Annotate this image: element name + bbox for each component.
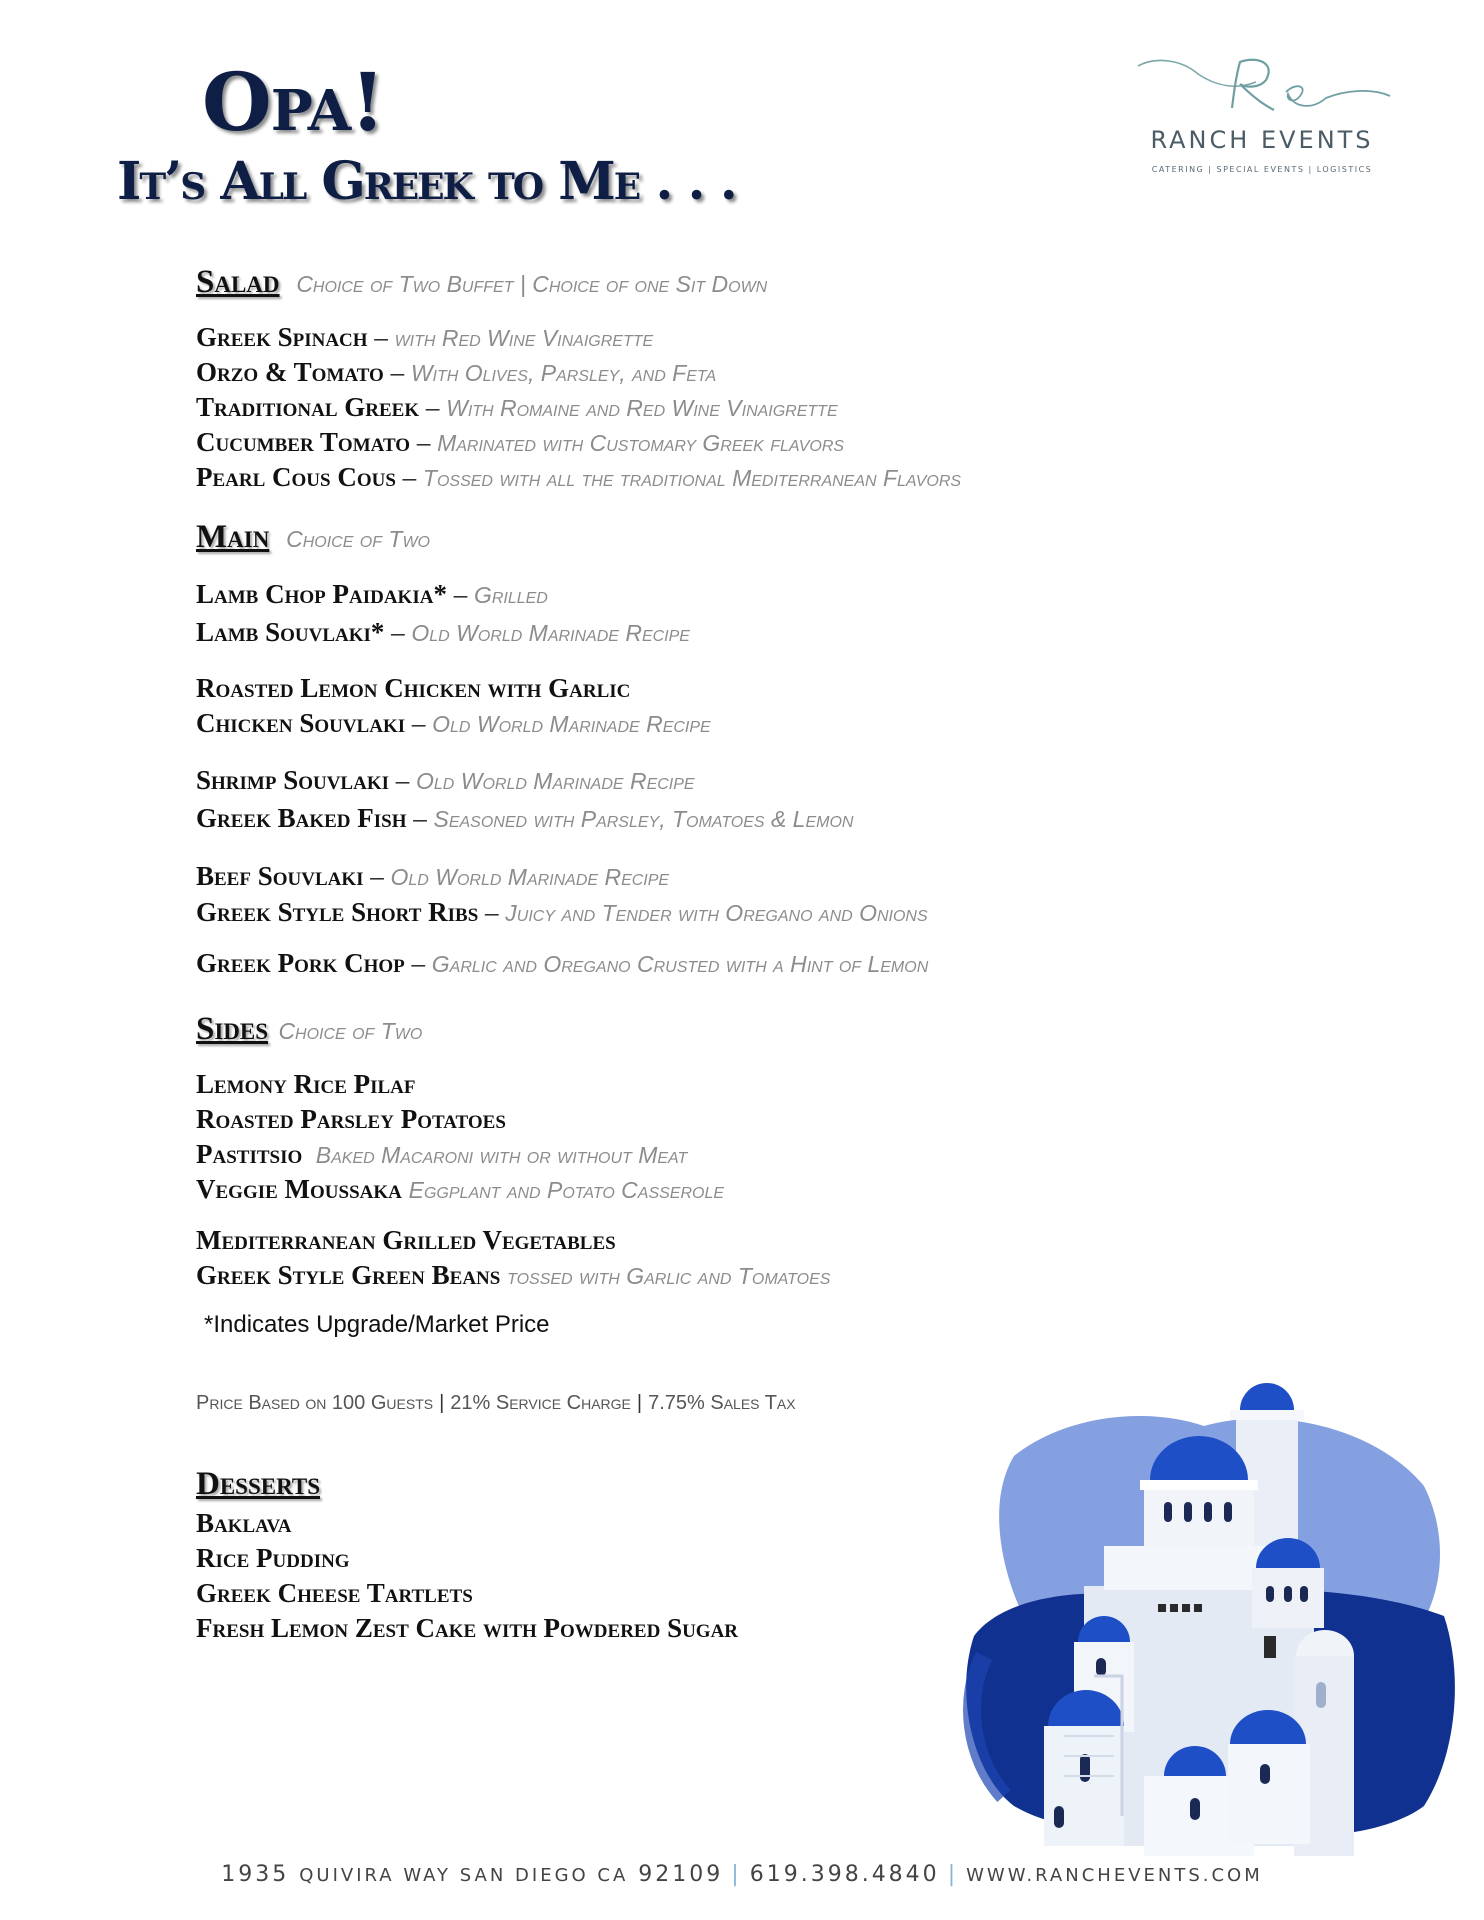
footer-address-number: 1935	[221, 1862, 290, 1887]
item-description: With Romaine and Red Wine Vinaigrette	[446, 395, 838, 421]
pricing-service: 21% Service Charge	[450, 1392, 631, 1414]
main-heading-row	[196, 515, 1156, 559]
item-description: Old World Marinade Recipe	[411, 620, 690, 646]
list-item	[196, 390, 1156, 425]
logo-monogram-icon	[1136, 52, 1392, 132]
main-subtitle-text: Choice of Two	[286, 526, 430, 552]
item-separator: –	[406, 803, 434, 833]
item-name: Pastitsio	[196, 1139, 303, 1169]
item-name: Chicken Souvlaki	[196, 708, 406, 738]
list-item	[196, 857, 1156, 895]
item-name: Greek Spinach	[196, 322, 368, 352]
list-item	[196, 1137, 1156, 1172]
pricing-guests: Price Based on 100 Guests	[196, 1392, 434, 1414]
item-name: Greek Style Short Ribs	[196, 897, 479, 927]
item-name: Roasted Lemon Chicken with Garlic	[196, 673, 631, 703]
item-separator: –	[384, 617, 412, 647]
item-separator: –	[478, 897, 506, 927]
item-separator: –	[395, 462, 423, 492]
item-name: Lemony Rice Pilaf	[196, 1069, 416, 1099]
item-name: Traditional Greek	[196, 392, 420, 422]
item-name: Lamb Souvlaki*	[196, 617, 385, 647]
main-subtitle	[273, 526, 430, 552]
item-separator: –	[383, 357, 411, 387]
item-description: tossed with Garlic and Tomatoes	[507, 1263, 831, 1289]
list-item	[196, 460, 1156, 495]
item-name: Greek Cheese Tartlets	[196, 1578, 473, 1608]
item-description: Old World Marinade Recipe	[390, 864, 670, 890]
list-item	[196, 1067, 1156, 1102]
main-heading: Main	[196, 519, 270, 555]
desserts-section	[196, 1462, 956, 1646]
item-name: Greek Baked Fish	[196, 803, 407, 833]
item-name: Pearl Cous Cous	[196, 462, 396, 492]
item-name: Shrimp Souvlaki	[196, 765, 390, 795]
logo-name: RANCH EVENTS	[1150, 126, 1374, 154]
list-item	[196, 320, 1156, 355]
item-name: Greek Pork Chop	[196, 948, 405, 978]
ranch-events-logo	[1136, 52, 1392, 182]
santorini-church-illustration	[944, 1336, 1464, 1866]
upgrade-note: *Indicates Upgrade/Market Price	[204, 1311, 550, 1338]
list-item	[196, 575, 1156, 613]
item-separator: –	[446, 579, 474, 609]
list-item	[196, 1576, 956, 1611]
item-description: Tossed with all the traditional Mediterranean Flavors	[422, 465, 962, 491]
item-description: Juicy and Tender with Oregano and Onions	[505, 900, 928, 926]
footer-address-zip: 92109	[638, 1862, 724, 1887]
pricing-line: Price Based on 100 Guests | 21% Service Charge | 7.75% Sales Tax	[196, 1392, 796, 1414]
pricing-tax: 7.75% Sales Tax	[648, 1392, 796, 1414]
page-subtitle: It’s All Greek to Me . . .	[117, 151, 736, 212]
list-item	[196, 1172, 1156, 1207]
item-description: Eggplant and Potato Casserole	[408, 1177, 725, 1203]
list-item	[196, 1611, 956, 1646]
item-name: Baklava	[196, 1508, 292, 1538]
item-description: Marinated with Customary Greek flavors	[437, 430, 845, 456]
item-separator: –	[404, 948, 432, 978]
item-description: Garlic and Oregano Crusted with a Hint of Lemon	[431, 951, 929, 977]
item-name: Mediterranean Grilled Vegetables	[196, 1225, 616, 1255]
santorini-icon	[944, 1336, 1464, 1866]
list-item	[196, 946, 1156, 981]
list-item	[196, 1223, 1156, 1258]
salad-heading-row	[196, 260, 1156, 304]
list-item	[196, 613, 1156, 651]
page-title: Opa!	[202, 55, 385, 149]
item-name: Veggie Moussaka	[196, 1174, 402, 1204]
list-item	[196, 671, 1156, 706]
item-name: Beef Souvlaki	[196, 861, 364, 891]
item-name: Roasted Parsley Potatoes	[196, 1104, 506, 1134]
item-name: Fresh Lemon Zest Cake with Powdered Sugar	[196, 1613, 739, 1643]
salad-subtitle	[284, 271, 768, 297]
item-description: Old World Marinade Recipe	[416, 768, 695, 794]
list-item	[196, 425, 1156, 460]
desserts-heading: Desserts	[196, 1466, 321, 1502]
item-separator: –	[410, 427, 438, 457]
sides-heading: Sides	[196, 1011, 269, 1047]
salad-heading: Salad	[196, 264, 280, 300]
item-separator: –	[363, 861, 391, 891]
list-item	[196, 1506, 956, 1541]
list-item	[196, 1102, 1156, 1137]
item-separator: –	[389, 765, 417, 795]
desserts-heading-row	[196, 1462, 956, 1506]
list-item	[196, 355, 1156, 390]
list-item	[196, 706, 1156, 741]
logo-tagline: CATERING | SPECIAL EVENTS | LOGISTICS	[1151, 165, 1373, 174]
item-name: Rice Pudding	[196, 1543, 350, 1573]
item-description: with Red Wine Vinaigrette	[394, 325, 654, 351]
sides-heading-row	[196, 1007, 1156, 1051]
list-item	[196, 895, 1156, 930]
sides-subtitle	[272, 1018, 422, 1044]
item-description: Grilled	[473, 582, 548, 608]
item-name: Greek Style Green Beans	[196, 1260, 501, 1290]
item-separator: –	[419, 392, 447, 422]
item-description: With Olives, Parsley, and Feta	[410, 360, 717, 386]
item-name: Cucumber Tomato	[196, 427, 411, 457]
list-item	[196, 799, 1156, 837]
footer-phone: 619.398.4840	[749, 1862, 940, 1887]
list-item	[196, 761, 1156, 799]
list-item	[196, 1541, 956, 1576]
item-name: Orzo & Tomato	[196, 357, 384, 387]
item-description: Baked Macaroni with or without Meat	[315, 1142, 688, 1168]
item-separator: –	[405, 708, 433, 738]
sides-subtitle-text: Choice of Two	[278, 1018, 423, 1044]
footer-website: WWW.RANCHEVENTS.COM	[966, 1865, 1263, 1886]
menu-body	[196, 260, 1156, 1293]
footer-address-street: QUIVIRA WAY SAN DIEGO CA	[299, 1865, 629, 1886]
footer-contact: 1935 QUIVIRA WAY SAN DIEGO CA 92109 | 619.398.4840 | WWW.RANCHEVENTS.COM	[221, 1862, 1263, 1887]
salad-subtitle-text: Choice of Two Buffet | Choice of one Sit Down	[296, 271, 768, 297]
item-name: Lamb Chop Paidakia*	[196, 579, 447, 609]
list-item	[196, 1258, 1156, 1293]
item-separator: –	[367, 322, 395, 352]
item-description: Seasoned with Parsley, Tomatoes & Lemon	[433, 806, 854, 832]
item-description: Old World Marinade Recipe	[432, 711, 711, 737]
